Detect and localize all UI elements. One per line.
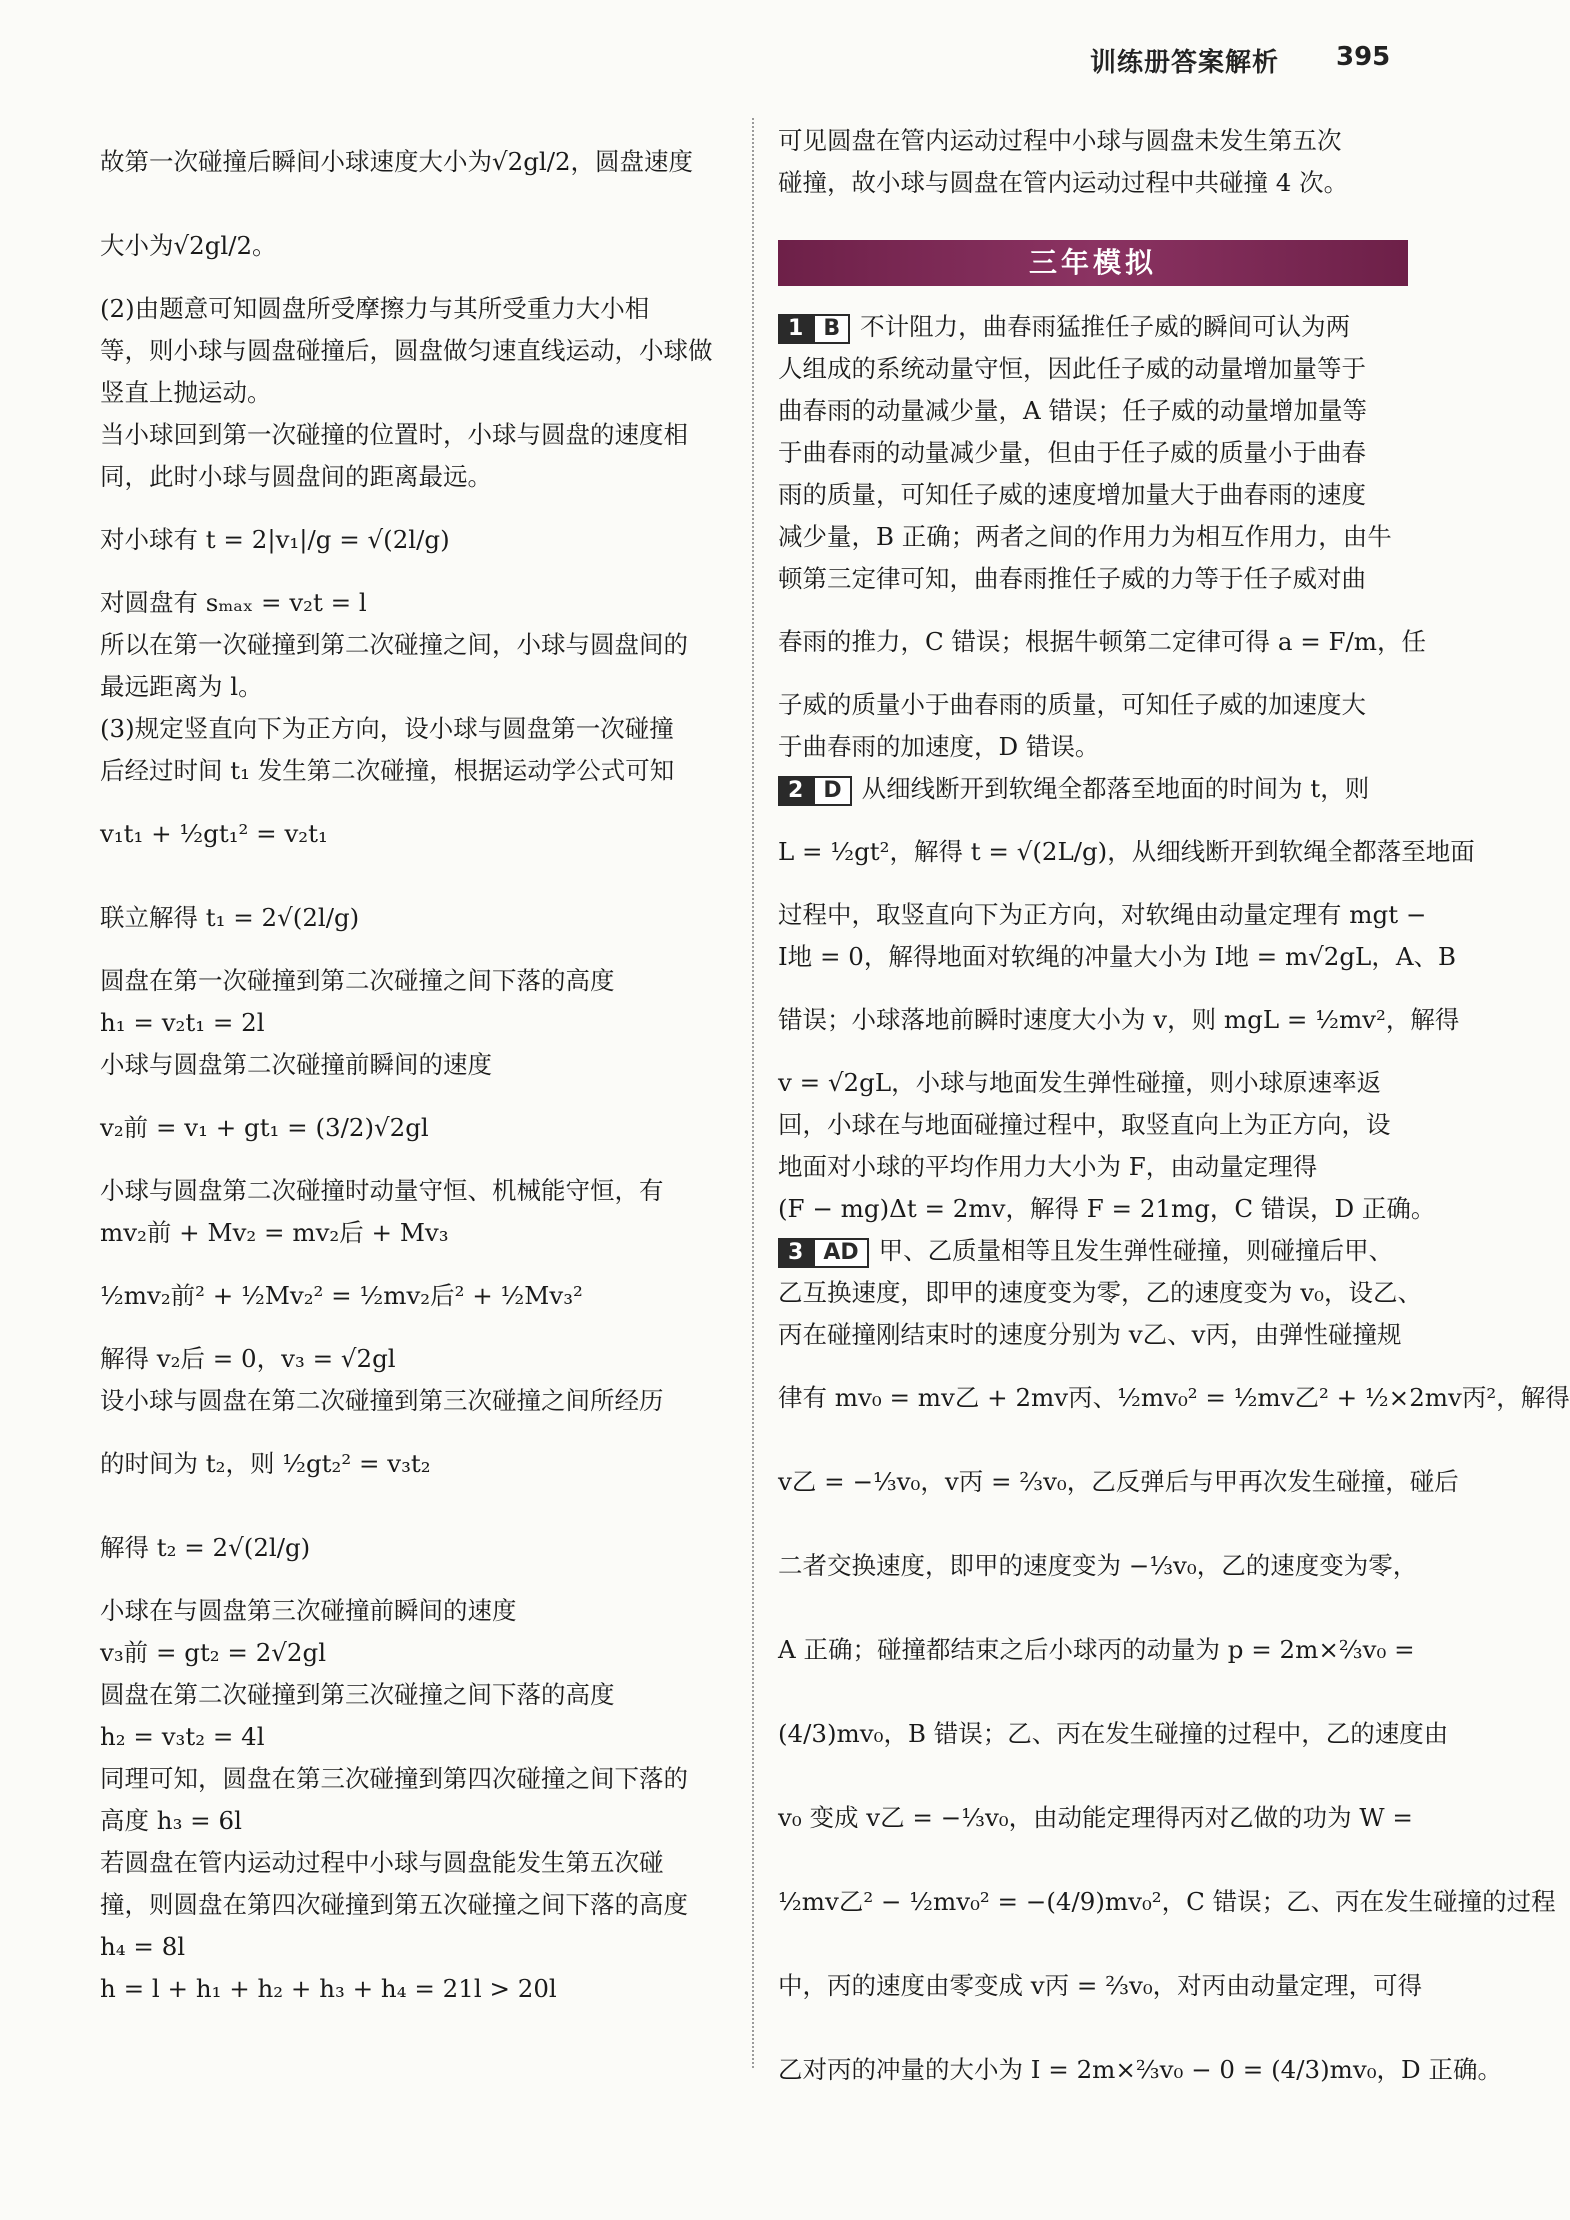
answer-item — [778, 768, 1475, 1230]
text-line: h = l + h₁ + h₂ + h₃ + h₄ = 21l > 20l — [100, 1974, 557, 2003]
answer-badge — [778, 1238, 869, 1268]
text-line: v乙 = −⅓v₀，v丙 = ⅔v₀，乙反弹后与甲再次发生碰撞，碰后 — [778, 1467, 1459, 1496]
text-line: 于曲春雨的动量减少量，但由于任子威的质量小于曲春 — [778, 438, 1366, 467]
text-line: 解得 v₂后 = 0，v₃ = √2gl — [100, 1344, 396, 1373]
text-line: 若圆盘在管内运动过程中小球与圆盘能发生第五次碰 — [100, 1848, 664, 1877]
text-line: h₁ = v₂t₁ = 2l — [100, 1008, 265, 1037]
text-line: ½mv乙² − ½mv₀² = −(4/9)mv₀²，C 错误；乙、丙在发生碰撞的过程 — [778, 1887, 1556, 1916]
text-line: 圆盘在第一次碰撞到第二次碰撞之间下落的高度 — [100, 966, 615, 995]
text-line: 设小球与圆盘在第二次碰撞到第三次碰撞之间所经历 — [100, 1386, 664, 1415]
text-line: 顿第三定律可知，曲春雨推任子威的力等于任子威对曲 — [778, 564, 1366, 593]
answer-item — [778, 1230, 1570, 2112]
text-line: 地面对小球的平均作用力大小为 F，由动量定理得 — [778, 1152, 1318, 1181]
page-header — [0, 42, 1520, 82]
text-line: h₄ = 8l — [100, 1932, 186, 1961]
page-number: 395 — [1336, 42, 1391, 72]
answer-text: 甲、乙质量相等且发生弹性碰撞，则碰撞后甲、 — [878, 1236, 1394, 1265]
text-line: I地 = 0，解得地面对软绳的冲量大小为 I地 = m√2gL，A、B — [778, 942, 1457, 971]
text-line: L = ½gt²，解得 t = √(2L/g)，从细线断开到软绳全都落至地面 — [778, 837, 1475, 866]
text-line: 小球与圆盘第二次碰撞前瞬间的速度 — [100, 1050, 492, 1079]
text-line: 错误；小球落地前瞬时速度大小为 v，则 mgL = ½mv²，解得 — [778, 1005, 1460, 1034]
question-number: 2 — [778, 776, 813, 806]
answer-list — [778, 306, 1570, 2112]
text-line: v₀ 变成 v乙 = −⅓v₀，由动能定理得丙对乙做的功为 W = — [778, 1803, 1413, 1832]
text-line: (3)规定竖直向下为正方向，设小球与圆盘第一次碰撞 — [100, 714, 674, 743]
text-line: mv₂前 + Mv₂ = mv₂后 + Mv₃ — [100, 1218, 449, 1247]
text-line: 联立解得 t₁ = 2√(2l/g) — [100, 903, 360, 932]
text-line: 中，丙的速度由零变成 v丙 = ⅔v₀，对丙由动量定理，可得 — [778, 1971, 1423, 2000]
text-line: 同理可知，圆盘在第三次碰撞到第四次碰撞之间下落的 — [100, 1764, 688, 1793]
text-line: v = √2gL，小球与地面发生弹性碰撞，则小球原速率返 — [778, 1068, 1382, 1097]
question-number: 1 — [778, 314, 813, 344]
text-line: 二者交换速度，即甲的速度变为 −⅓v₀，乙的速度变为零， — [778, 1551, 1418, 1580]
text-line: 等，则小球与圆盘碰撞后，圆盘做匀速直线运动，小球做 — [100, 336, 713, 365]
text-line: ½mv₂前² + ½Mv₂² = ½mv₂后² + ½Mv₃² — [100, 1281, 583, 1310]
answer-text: 不计阻力，曲春雨猛推任子威的瞬间可认为两 — [860, 312, 1351, 341]
text-line: h₂ = v₃t₂ = 4l — [100, 1722, 265, 1751]
text-line: v₁t₁ + ½gt₁² = v₂t₁ — [100, 819, 328, 848]
text-line: 曲春雨的动量减少量，A 错误；任子威的动量增加量等 — [778, 396, 1367, 425]
text-line: 高度 h₃ = 6l — [100, 1806, 242, 1835]
text-line: 对圆盘有 sₘₐₓ = v₂t = l — [100, 588, 367, 617]
text-line: 同，此时小球与圆盘间的距离最远。 — [100, 462, 492, 491]
column-divider — [752, 118, 754, 2068]
answer-choice: D — [813, 776, 851, 806]
text-line: 后经过时间 t₁ 发生第二次碰撞，根据运动学公式可知 — [100, 756, 675, 785]
text-line — [778, 768, 1408, 810]
text-line: 解得 t₂ = 2√(2l/g) — [100, 1533, 311, 1562]
running-title: 训练册答案解析 — [1090, 48, 1280, 78]
text-line: (4/3)mv₀，B 错误；乙、丙在发生碰撞的过程中，乙的速度由 — [778, 1719, 1449, 1748]
right-column — [778, 120, 1570, 2180]
right-column-continuation — [778, 120, 1408, 204]
text-line: 春雨的推力，C 错误；根据牛顿第二定律可得 a = F/m，任 — [778, 627, 1427, 656]
text-line: 故第一次碰撞后瞬间小球速度大小为√2gl/2，圆盘速度 — [100, 147, 694, 176]
text-line: 当小球回到第一次碰撞的位置时，小球与圆盘的速度相 — [100, 420, 688, 449]
text-line — [778, 306, 1408, 348]
text-line: 的时间为 t₂，则 ½gt₂² = v₃t₂ — [100, 1449, 431, 1478]
answer-choice: B — [813, 314, 850, 344]
text-line: 雨的质量，可知任子威的速度增加量大于曲春雨的速度 — [778, 480, 1366, 509]
text-line: 于曲春雨的加速度，D 错误。 — [778, 732, 1100, 761]
text-line: A 正确；碰撞都结束之后小球丙的动量为 p = 2m×⅔v₀ = — [778, 1635, 1415, 1664]
text-line: 对小球有 t = 2|v₁|/g = √(2l/g) — [100, 525, 450, 554]
text-line: 律有 mv₀ = mv乙 + 2mv丙、½mv₀² = ½mv乙² + ½×2mv丙²，解得 — [778, 1383, 1570, 1412]
answer-choice: AD — [813, 1238, 868, 1268]
answer-badge — [778, 776, 852, 806]
text-line: 撞，则圆盘在第四次碰撞到第五次碰撞之间下落的高度 — [100, 1890, 688, 1919]
answer-item — [778, 306, 1427, 768]
text-line: 所以在第一次碰撞到第二次碰撞之间，小球与圆盘间的 — [100, 630, 688, 659]
text-line: 过程中，取竖直向下为正方向，对软绳由动量定理有 mgt − — [778, 900, 1427, 929]
text-line: v₂前 = v₁ + gt₁ = (3/2)√2gl — [100, 1113, 429, 1142]
text-line: 回，小球在与地面碰撞过程中，取竖直向上为正方向，设 — [778, 1110, 1391, 1139]
text-line: 小球在与圆盘第三次碰撞前瞬间的速度 — [100, 1596, 517, 1625]
text-line: 竖直上抛运动。 — [100, 378, 272, 407]
text-line: 减少量，B 正确；两者之间的作用力为相互作用力，由牛 — [778, 522, 1392, 551]
text-line: 小球与圆盘第二次碰撞时动量守恒、机械能守恒，有 — [100, 1176, 664, 1205]
text-line: 大小为√2gl/2。 — [100, 231, 277, 260]
text-line: (2)由题意可知圆盘所受摩擦力与其所受重力大小相 — [100, 294, 650, 323]
text-line: 人组成的系统动量守恒，因此任子威的动量增加量等于 — [778, 354, 1366, 383]
section-banner: 三年模拟 — [778, 240, 1408, 286]
answer-badge — [778, 314, 850, 344]
text-line: (F − mg)Δt = 2mv，解得 F = 21mg，C 错误，D 正确。 — [778, 1194, 1436, 1223]
text-line: 碰撞，故小球与圆盘在管内运动过程中共碰撞 4 次。 — [778, 168, 1349, 197]
text-line: 乙互换速度，即甲的速度变为零，乙的速度变为 v₀，设乙、 — [778, 1278, 1422, 1307]
question-number: 3 — [778, 1238, 813, 1268]
text-line: v₃前 = gt₂ = 2√2gl — [100, 1638, 327, 1667]
text-line: 可见圆盘在管内运动过程中小球与圆盘未发生第五次 — [778, 126, 1342, 155]
text-line: 丙在碰撞刚结束时的速度分别为 v乙、v丙，由弹性碰撞规 — [778, 1320, 1402, 1349]
text-line: 子威的质量小于曲春雨的质量，可知任子威的加速度大 — [778, 690, 1366, 719]
text-line: 最远距离为 l。 — [100, 672, 263, 701]
answer-text: 从细线断开到软绳全都落至地面的时间为 t，则 — [861, 774, 1370, 803]
text-line — [778, 1230, 1408, 1272]
left-column — [100, 120, 732, 2180]
text-line: 乙对丙的冲量的大小为 I = 2m×⅔v₀ − 0 = (4/3)mv₀，D 正确。 — [778, 2055, 1502, 2084]
text-line: 圆盘在第二次碰撞到第三次碰撞之间下落的高度 — [100, 1680, 615, 1709]
